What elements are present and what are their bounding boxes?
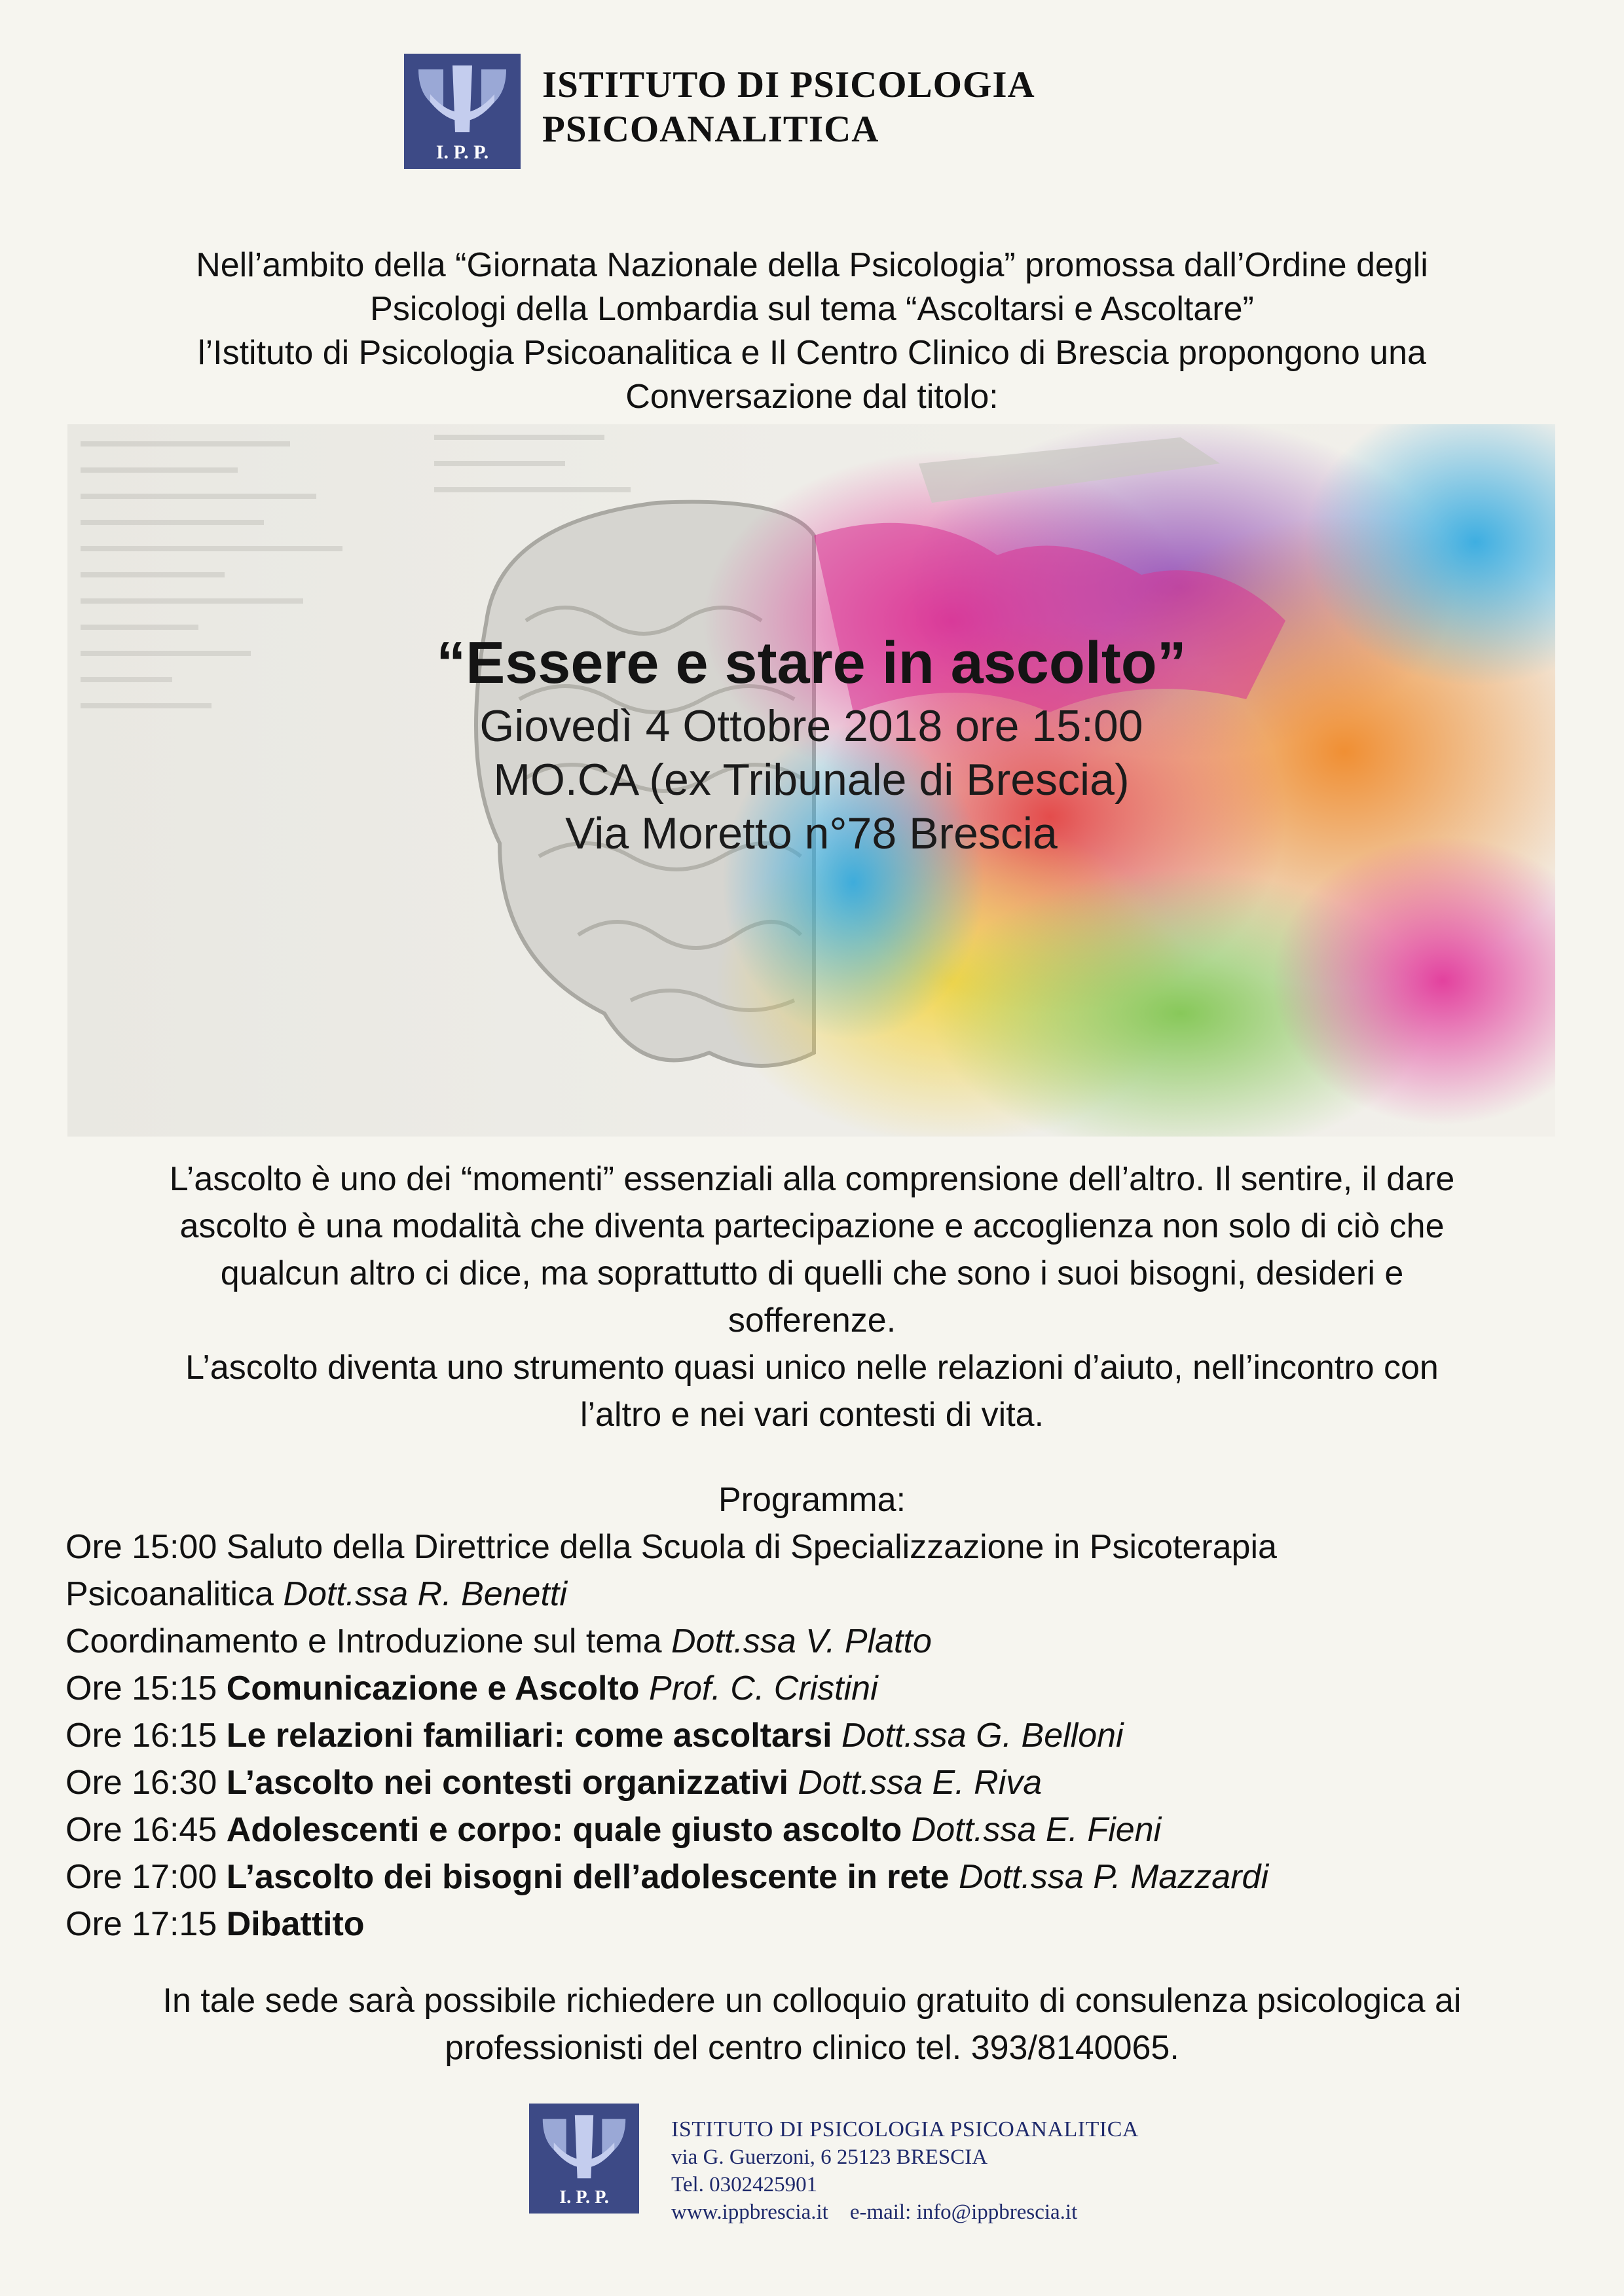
- footer-phone: Tel. 0302425901: [671, 2173, 818, 2196]
- intro-line: Psicologi della Lombardia sul tema “Ascoltarsi e Ascoltare”: [370, 290, 1254, 328]
- event-venue: MO.CA (ex Tribunale di Brescia): [493, 755, 1130, 805]
- program-speaker: Dott.ssa G. Belloni: [841, 1717, 1124, 1755]
- footer-website-link[interactable]: www.ippbrescia.it: [671, 2200, 828, 2224]
- footer-contact: [671, 2116, 1139, 2226]
- program-row-opening: [65, 1523, 1572, 1571]
- program-speaker: Prof. C. Cristini: [649, 1669, 878, 1707]
- program-time: Ore 17:00: [65, 1858, 217, 1896]
- footer-psi-logo-icon: [529, 2104, 639, 2214]
- event-info: [67, 627, 1555, 860]
- program-row-opening-cont: [65, 1571, 1572, 1618]
- description: [65, 1156, 1559, 1438]
- program-row-coordination: [65, 1618, 1572, 1665]
- program-talk-title: L’ascolto dei bisogni dell’adolescente in rete: [226, 1858, 950, 1896]
- description-line: l’altro e nei vari contesti di vita.: [580, 1396, 1044, 1434]
- program-time: Ore 16:15: [65, 1717, 217, 1755]
- program-talk-title: Dibattito: [226, 1905, 365, 1943]
- hero-brain-image: [67, 424, 1555, 1137]
- footer-email-link[interactable]: e-mail: info@ippbrescia.it: [849, 2200, 1078, 2224]
- program-speaker: Dott.ssa E. Riva: [798, 1764, 1043, 1802]
- program-row: [65, 1759, 1572, 1806]
- program-speaker: Dott.ssa R. Benetti: [283, 1575, 567, 1613]
- program-time: Ore 17:15: [65, 1905, 217, 1943]
- program-text: Coordinamento e Introduzione sul tema: [65, 1622, 662, 1660]
- consultation-note: [65, 1977, 1559, 2071]
- program-talk-title: L’ascolto nei contesti organizzativi: [226, 1764, 788, 1802]
- program-row: [65, 1665, 1572, 1712]
- footer-logo-text: I. P. P.: [559, 2187, 609, 2208]
- logo-text: I. P. P.: [435, 141, 489, 163]
- psi-symbol: [404, 54, 521, 169]
- program-speaker: Dott.ssa E. Fieni: [911, 1811, 1162, 1849]
- event-date: Giovedì 4 Ottobre 2018 ore 15:00: [479, 701, 1143, 751]
- program-list: [65, 1523, 1572, 1948]
- program-time: Ore 16:30: [65, 1764, 217, 1802]
- program-row: [65, 1806, 1572, 1853]
- program-row: [65, 1712, 1572, 1759]
- program-speaker: Dott.ssa P. Mazzardi: [959, 1858, 1269, 1896]
- psi-logo-icon: [404, 54, 521, 169]
- program-text: Psicoanalitica: [65, 1575, 274, 1613]
- org-title-line1: ISTITUTO DI PSICOLOGIA: [542, 64, 1035, 105]
- footer-address: via G. Guerzoni, 6 25123 BRESCIA: [671, 2145, 988, 2169]
- footer-org-name: ISTITUTO DI PSICOLOGIA PSICOANALITICA: [671, 2117, 1139, 2141]
- event-address: Via Moretto n°78 Brescia: [565, 809, 1058, 858]
- description-line: qualcun altro ci dice, ma soprattutto di quelli che sono i suoi bisogni, desideri e: [220, 1254, 1404, 1292]
- program-heading: Programma:: [718, 1481, 906, 1519]
- description-line: ascolto è una modalità che diventa partecipazione e accoglienza non solo di ciò che: [179, 1207, 1445, 1245]
- note-line: In tale sede sarà possibile richiedere un colloquio gratuito di consulenza psicologica ai: [162, 1982, 1462, 2020]
- org-title-line2: PSICOANALITICA: [542, 109, 879, 150]
- description-line: sofferenze.: [728, 1302, 896, 1339]
- program-text: Saluto della Direttrice della Scuola di Specializzazione in Psicoterapia: [226, 1528, 1277, 1566]
- program-talk-title: Comunicazione e Ascolto: [226, 1669, 640, 1707]
- intro-line: Conversazione dal titolo:: [625, 378, 999, 416]
- description-line: L’ascolto è uno dei “momenti” essenziali alla comprensione dell’altro. Il sentire, il dare: [169, 1160, 1455, 1198]
- psi-symbol: [529, 2104, 639, 2214]
- intro-line: l’Istituto di Psicologia Psicoanalitica e Il Centro Clinico di Brescia propongono una: [198, 334, 1426, 372]
- intro-line: Nell’ambito della “Giornata Nazionale della Psicologia” promossa dall’Ordine degli: [196, 246, 1428, 284]
- program-talk-title: Le relazioni familiari: come ascoltarsi: [226, 1717, 832, 1755]
- note-line: professionisti del centro clinico tel. 393/8140065.: [445, 2029, 1179, 2067]
- intro-text: [65, 244, 1559, 419]
- program-time: Ore 15:00: [65, 1528, 217, 1566]
- program-row: [65, 1901, 1572, 1948]
- program-row: [65, 1853, 1572, 1901]
- description-line: L’ascolto diventa uno strumento quasi unico nelle relazioni d’aiuto, nell’incontro con: [185, 1349, 1439, 1387]
- event-title: “Essere e stare in ascolto”: [436, 630, 1187, 696]
- program-talk-title: Adolescenti e corpo: quale giusto ascolto: [226, 1811, 902, 1849]
- program-speaker: Dott.ssa V. Platto: [671, 1622, 932, 1660]
- org-title: [542, 63, 1035, 152]
- program-time: Ore 16:45: [65, 1811, 217, 1849]
- program-time: Ore 15:15: [65, 1669, 217, 1707]
